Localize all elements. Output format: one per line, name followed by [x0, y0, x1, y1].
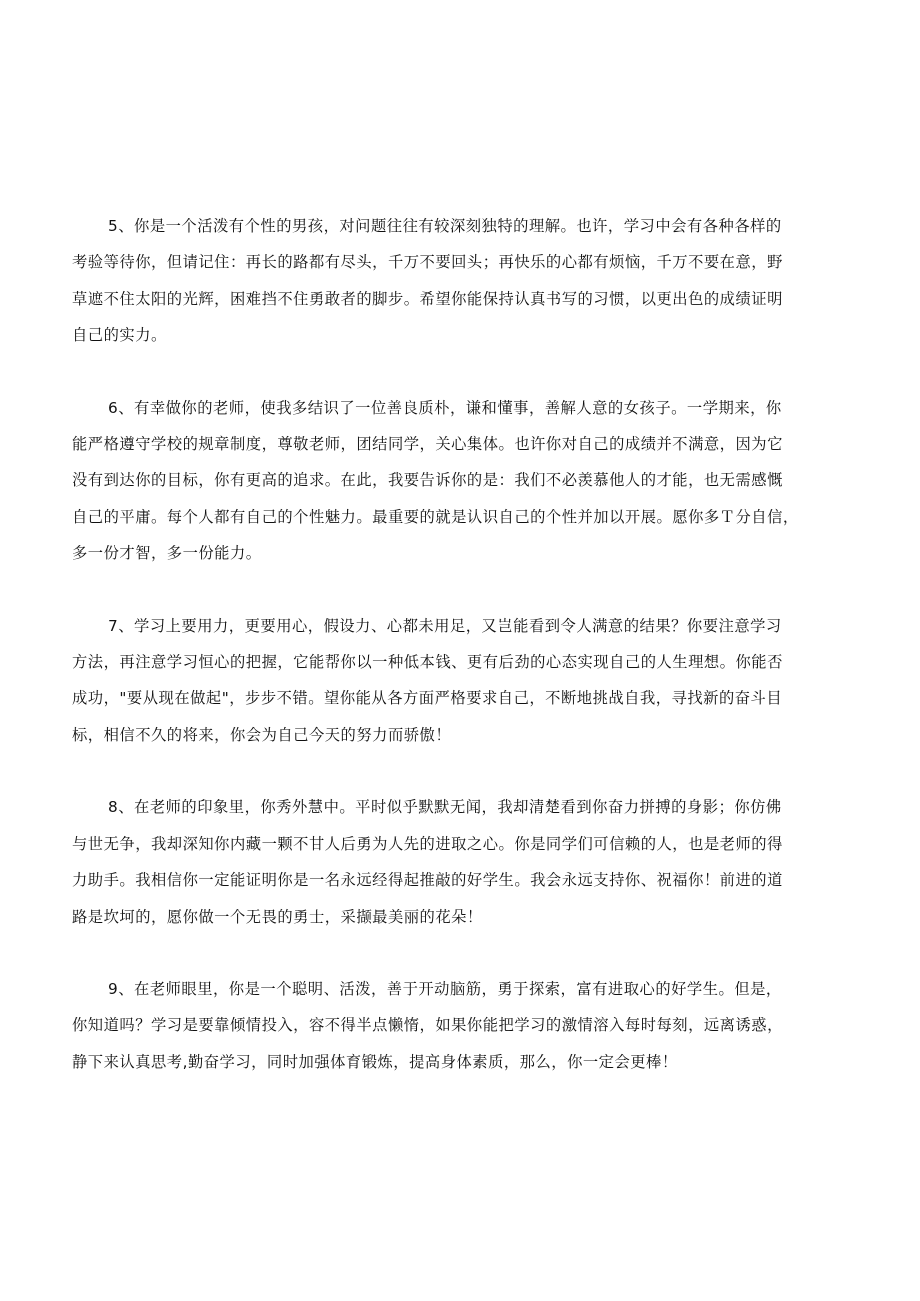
paragraph-line: 方法，再注意学习恒心的把握，它能帮你以一种低本钱、更有后劲的心态实现自己的人生理想。你能否 [72, 653, 783, 672]
comment-paragraph-9 [72, 971, 850, 1080]
paragraph-line: 考验等待你，但请记住：再长的路都有尽头，千万不要回头；再快乐的心都有烦恼，千万不要在意，野 [72, 253, 783, 272]
paragraph-line: 标，相信不久的将来，你会为自己今天的努力而骄傲！ [72, 725, 452, 744]
paragraph-line: 没有到达你的目标，你有更高的追求。在此，我要告诉你的是：我们不必羡慕他人的才能，也无需感慨 [72, 471, 783, 490]
paragraph-line: 8、在老师的印象里，你秀外慧中。平时似乎默默无闻，我却清楚看到你奋力拼搏的身影；你仿佛 [108, 798, 782, 817]
paragraph-line: 7、学习上要用力，更要用心，假设力、心都未用足，又岂能看到令人满意的结果？你要注意学习 [108, 616, 782, 635]
paragraph-line: 自己的实力。 [72, 326, 167, 345]
comment-paragraph-6 [72, 390, 850, 572]
document-body [72, 208, 850, 1116]
paragraph-line: 路是坎坷的，愿你做一个无畏的勇士，采撷最美丽的花朵！ [72, 907, 483, 926]
paragraph-line: 9、在老师眼里，你是一个聪明、活泼，善于开动脑筋，勇于探索，富有进取心的好学生。但是， [108, 979, 782, 998]
comment-paragraph-5 [72, 208, 850, 354]
paragraph-line: 静下来认真思考,勤奋学习，同时加强体育锻炼，提高身体素质，那么，你一定会更棒！ [72, 1052, 678, 1071]
paragraph-line: 多一份才智，多一份能力。 [72, 544, 262, 563]
paragraph-line: 自己的平庸。每个人都有自己的个性魅力。最重要的就是认识自己的个性并加以开展。愿你多Ｔ分自信， [72, 507, 799, 526]
paragraph-line: 你知道吗？学习是要靠倾情投入，容不得半点懒惰，如果你能把学习的激情溶入每时每刻，远离诱惑， [72, 1016, 783, 1035]
paragraph-line: 草遮不住太阳的光辉，困难挡不住勇敢者的脚步。希望你能保持认真书写的习惯，以更出色的成绩证明 [72, 289, 783, 308]
paragraph-line: 能严格遵守学校的规章制度，尊敬老师，团结同学，关心集体。也许你对自己的成绩并不满意，因为它 [72, 435, 783, 454]
paragraph-line: 6、有幸做你的老师，使我多结识了一位善良质朴，谦和懂事，善解人意的女孩子。一学期来，你 [108, 398, 782, 417]
comment-paragraph-7 [72, 608, 850, 754]
paragraph-line: 5、你是一个活泼有个性的男孩，对问题往往有较深刻独特的理解。也许，学习中会有各种各样的 [108, 217, 782, 235]
comment-paragraph-8 [72, 789, 850, 935]
paragraph-line: 成功，"要从现在做起"，步步不错。望你能从各方面严格要求自己，不断地挑战自我，寻找新的奋斗目 [72, 689, 783, 708]
paragraph-line: 与世无争，我却深知你内藏一颗不甘人后勇为人先的进取之心。你是同学们可信赖的人，也是老师的得 [72, 834, 783, 853]
paragraph-line: 力助手。我相信你一定能证明你是一名永远经得起推敲的好学生。我会永远支持你、祝福你！前进的道 [72, 871, 783, 890]
